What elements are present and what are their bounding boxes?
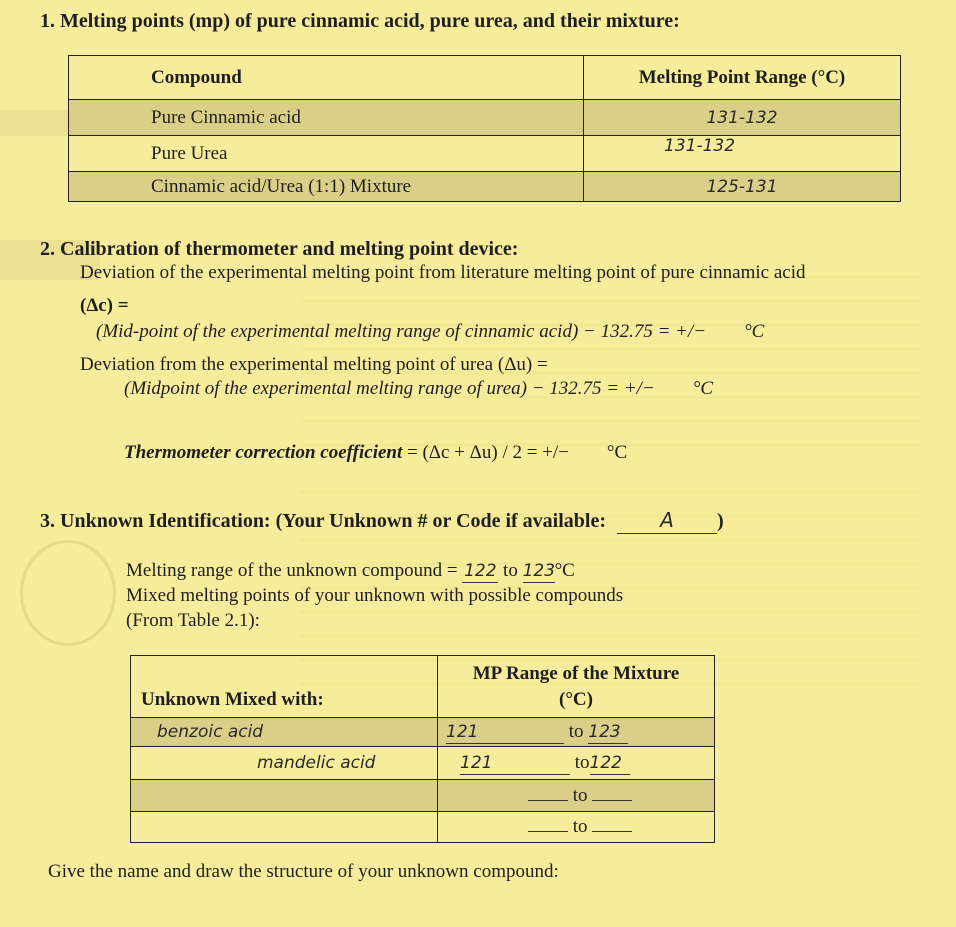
mixed-mp-text: Mixed melting points of your unknown with possible compounds [126, 585, 624, 606]
mixture-high-field[interactable] [588, 721, 628, 744]
range-high-field[interactable] [523, 560, 555, 583]
table-row [69, 100, 901, 136]
table-row [131, 780, 715, 812]
mixture-low-field[interactable] [460, 752, 570, 775]
table-row [69, 172, 901, 202]
section3-heading: 3. Unknown Identification: (Your Unknown # or Code if available: [40, 510, 607, 532]
table-row [69, 136, 901, 172]
mixture-low-field[interactable] [528, 800, 568, 801]
table-row [131, 812, 715, 843]
table-reference-text: (From Table 2.1): [126, 610, 260, 631]
section2-heading: 2. Calibration of thermometer and melting point device: [40, 238, 519, 260]
mixed-compound-cell[interactable]: benzoic acid [157, 722, 264, 742]
mixture-low-value: 121 [446, 721, 479, 742]
table-header-row [69, 56, 901, 100]
compound-cell: Pure Urea [69, 136, 584, 172]
mixed-mp-table [130, 655, 715, 843]
range-low-value: 122 [464, 561, 497, 581]
correction-coefficient-formula: = (Δc + Δu) / 2 = +/− °C [402, 442, 628, 463]
mixture-low-field[interactable] [446, 721, 564, 744]
column-header-compound: Compound [69, 56, 584, 100]
compound-cell: Pure Cinnamic acid [69, 100, 584, 136]
final-question-prompt: Give the name and draw the structure of your unknown compound: [48, 861, 559, 882]
table-header-row [131, 656, 715, 718]
correction-coefficient-label: Thermometer correction coefficient [124, 442, 403, 463]
deviation-urea-text: Deviation from the experimental melting point of urea (Δu) = [80, 354, 548, 375]
mp-cell-value[interactable]: 131-132 [706, 107, 778, 128]
cinnamic-midpoint-formula: (Mid-point of the experimental melting range of cinnamic acid) − 132.75 = +/− °C [96, 321, 765, 342]
table-row [131, 747, 715, 780]
unknown-code-value: A [660, 508, 674, 532]
mixture-high-value: 122 [589, 752, 622, 773]
mixed-compound-cell[interactable]: mandelic acid [257, 753, 376, 773]
range-unit: °C [554, 560, 575, 581]
section1-heading: 1. Melting points (mp) of pure cinnamic acid, pure urea, and their mixture: [40, 10, 680, 32]
table-row [131, 718, 715, 747]
section3-heading-line [40, 508, 724, 534]
unknown-range-prefix: Melting range of the unknown compound = [126, 560, 458, 581]
mixture-mp-header-line1: MP Range of the Mixture [472, 662, 680, 684]
mixture-to-label: to [572, 816, 588, 837]
deviation-cinnamic-text: Deviation of the experimental melting point from literature melting point of pure cinnamic acid [80, 262, 806, 283]
mixture-high-field[interactable] [592, 831, 632, 832]
mp-cell-value[interactable]: 125-131 [706, 176, 778, 197]
compound-cell: Cinnamic acid/Urea (1:1) Mixture [69, 172, 584, 202]
unknown-code-field[interactable] [617, 508, 717, 534]
closing-paren: ) [717, 510, 724, 532]
correction-coefficient-line [124, 442, 627, 464]
mixture-high-value: 123 [588, 721, 621, 742]
mixture-to-label: to [574, 751, 590, 773]
column-header-mp-range: Melting Point Range (°C) [584, 56, 901, 100]
mp-cell-value[interactable]: 131-132 [664, 136, 736, 156]
column-header-unknown-mixed-with: Unknown Mixed with: [131, 656, 438, 718]
range-high-value: 123 [522, 561, 556, 581]
range-low-field[interactable] [462, 560, 498, 583]
mixture-high-field[interactable] [592, 800, 632, 801]
mixture-to-label: to [572, 784, 588, 806]
mixture-low-field[interactable] [528, 831, 568, 832]
urea-midpoint-formula: (Midpoint of the experimental melting range of urea) − 132.75 = +/− °C [124, 378, 714, 399]
mixture-mp-header-line2: (°C) [559, 688, 593, 710]
mixture-high-field[interactable] [590, 752, 630, 775]
mixture-to-label: to [568, 720, 584, 742]
mixture-low-value: 121 [460, 752, 493, 773]
unknown-range-line [126, 560, 575, 583]
column-header-mixture-mp [438, 656, 715, 718]
melting-point-table [68, 55, 901, 202]
range-to-label: to [503, 560, 518, 581]
delta-c-label: (Δc) = [80, 295, 129, 316]
